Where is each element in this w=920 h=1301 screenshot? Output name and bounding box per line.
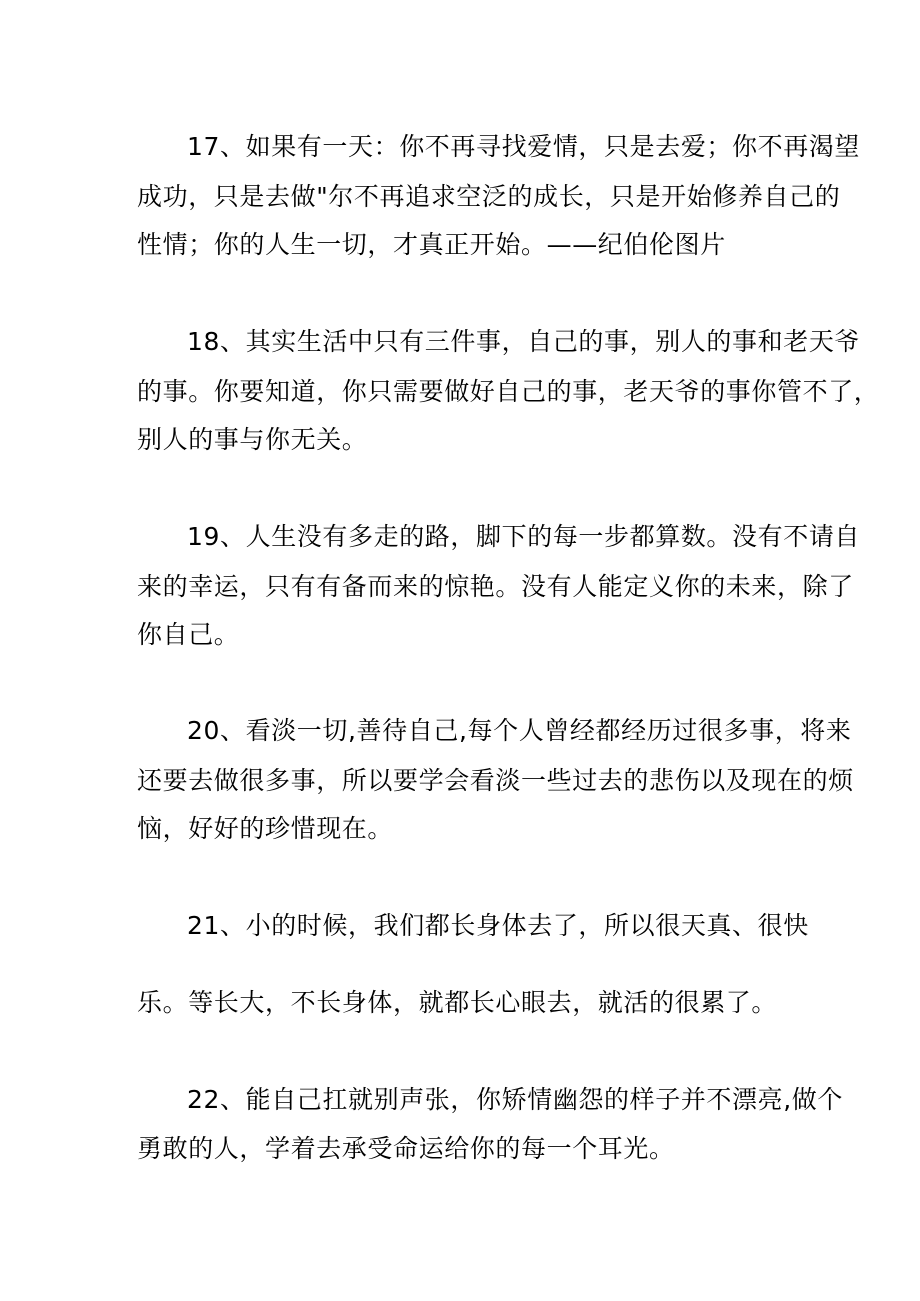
paragraph-21-line-2: 乐。等长大，不长身体，就都长心眼去，就活的很累了。 bbox=[137, 988, 778, 1017]
paragraph-19-line-2: 来的幸运，只有有备而来的惊艳。没有人能定义你的未来，除了 bbox=[137, 572, 854, 601]
paragraph-18-line-1: 18、其实生活中只有三件事，自己的事，别人的事和老天爷 bbox=[187, 327, 861, 356]
paragraph-20-line-1: 20、看淡一切,善待自己,每个人曾经都经历过很多事，将来 bbox=[187, 716, 852, 745]
paragraph-22-line-1: 22、能自己扛就别声张，你矫情幽怨的样子并不漂亮,做个 bbox=[187, 1085, 843, 1114]
paragraph-20-line-2: 还要去做很多事，所以要学会看淡一些过去的悲伤以及现在的烦 bbox=[137, 766, 854, 795]
paragraph-22-line-2: 勇敢的人，学着去承受命运给你的每一个耳光。 bbox=[137, 1134, 675, 1163]
paragraph-20-line-3: 恼，好好的珍惜现在。 bbox=[137, 814, 394, 843]
paragraph-17-line-3: 性情；你的人生一切，才真正开始。——纪伯伦图片 bbox=[137, 230, 726, 259]
paragraph-18-line-2: 的事。你要知道，你只需要做好自己的事，老天爷的事你管不了， bbox=[137, 377, 880, 406]
paragraph-17-line-1: 17、如果有一天：你不再寻找爱情，只是去爱；你不再渴望 bbox=[187, 132, 861, 161]
paragraph-19-line-1: 19、人生没有多走的路，脚下的每一步都算数。没有不请自 bbox=[187, 522, 861, 551]
paragraph-17-line-2: 成功，只是去做"尔不再追求空泛的成长，只是开始修养自己的 bbox=[137, 182, 841, 211]
paragraph-19-line-3: 你自己。 bbox=[137, 620, 240, 649]
paragraph-18-line-3: 别人的事与你无关。 bbox=[137, 425, 368, 454]
paragraph-21-line-1: 21、小的时候，我们都长身体去了，所以很天真、很快 bbox=[187, 911, 809, 940]
